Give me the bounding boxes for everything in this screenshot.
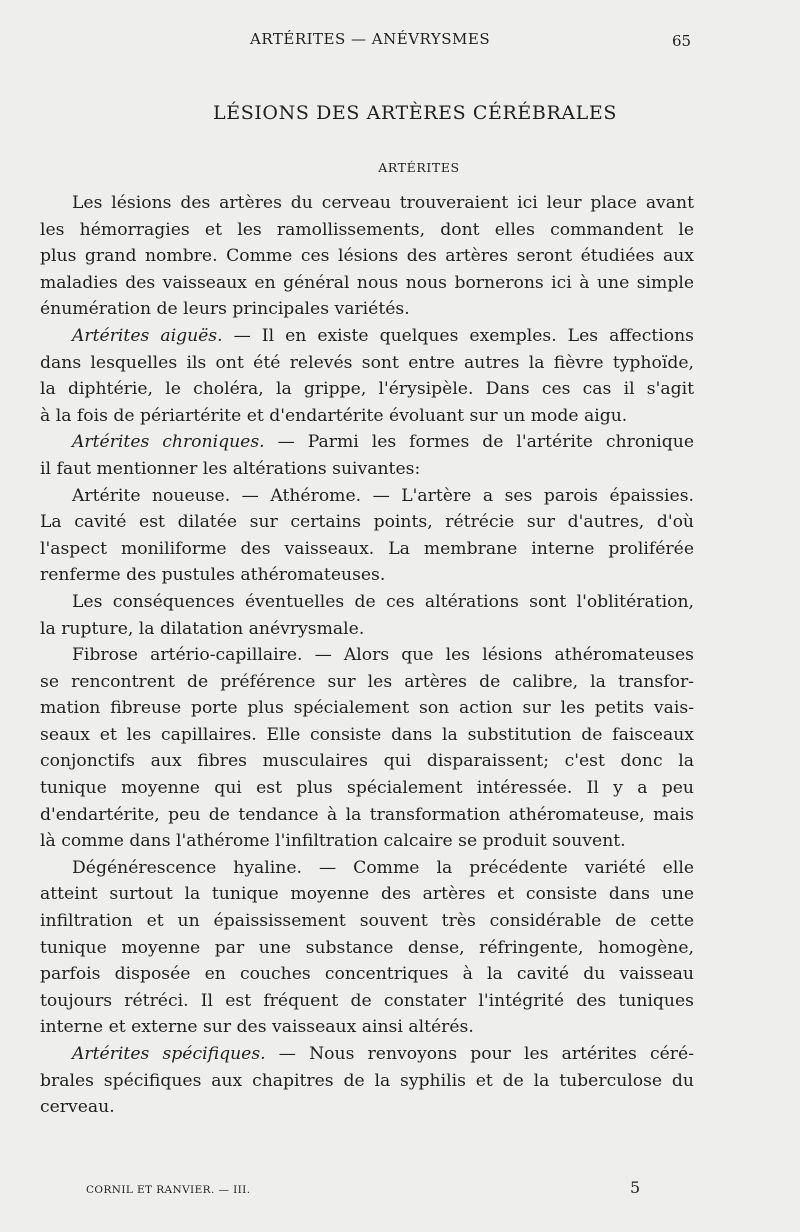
text-line bbox=[40, 217, 694, 244]
text-run: Les conséquences éventuelles de ces altérations sont l'oblitération, bbox=[72, 591, 694, 612]
text-run: — Nous renvoyons pour les artérites céré- bbox=[265, 1044, 694, 1064]
text-line bbox=[40, 855, 694, 882]
running-head bbox=[0, 30, 800, 56]
text-line bbox=[40, 642, 694, 669]
text-line bbox=[40, 775, 694, 802]
text-run: renferme des pustules athéromateuses. bbox=[40, 565, 386, 586]
italic-heading: Artérites aiguës. bbox=[72, 325, 223, 346]
text-run: parfois disposée en couches concentriques à la cavité du vaisseau bbox=[40, 964, 694, 985]
text-line bbox=[40, 509, 694, 536]
text-run: tunique moyenne qui est plus spécialement intéressée. Il y a peu bbox=[40, 778, 694, 799]
text-run: la rupture, la dilatation anévrysmale. bbox=[40, 618, 365, 639]
text-line bbox=[40, 483, 694, 510]
text-run: tunique moyenne par une substance dense, réfringente, homogène, bbox=[40, 937, 694, 958]
text-line bbox=[40, 429, 694, 456]
text-line bbox=[40, 802, 694, 829]
section-title: LÉSIONS DES ARTÈRES CÉRÉBRALES bbox=[213, 102, 617, 124]
text-line bbox=[40, 748, 694, 775]
text-line bbox=[40, 190, 694, 217]
text-run: conjonctifs aux fibres musculaires qui disparaissent; c'est donc la bbox=[40, 751, 694, 772]
text-line bbox=[40, 536, 694, 563]
text-run: — Parmi les formes de l'artérite chronique bbox=[264, 432, 694, 453]
text-line bbox=[40, 323, 694, 350]
text-line bbox=[40, 270, 694, 297]
text-run: maladies des vaisseaux en général nous nous bornerons ici à une simple bbox=[40, 272, 694, 293]
text-line bbox=[40, 1068, 694, 1095]
text-run: Fibrose artério-capillaire. — Alors que les lésions athéromateuses bbox=[72, 645, 694, 666]
text-line bbox=[40, 589, 694, 616]
text-run: il faut mentionner les altérations suivantes: bbox=[40, 458, 421, 479]
text-run: là comme dans l'athérome l'infiltration calcaire se produit souvent. bbox=[40, 831, 626, 852]
text-line bbox=[40, 695, 694, 722]
text-line bbox=[40, 350, 694, 377]
italic-heading: Artérites spécifiques. bbox=[72, 1044, 266, 1064]
text-run: cerveau. bbox=[40, 1097, 115, 1118]
text-run: les hémorragies et les ramollissements, dont elles commandent le bbox=[40, 219, 694, 240]
running-head-title: ARTÉRITES — ANÉVRYSMES bbox=[250, 30, 491, 48]
text-run: toujours rétréci. Il est fréquent de constater l'intégrité des tuniques bbox=[40, 990, 694, 1011]
text-run: atteint surtout la tunique moyenne des artères et consiste dans une bbox=[40, 884, 694, 905]
text-run: Dégénérescence hyaline. — Comme la précédente variété elle bbox=[72, 857, 694, 878]
text-line bbox=[40, 616, 694, 643]
text-run: brales spécifiques aux chapitres de la syphilis et de la tuberculose du bbox=[40, 1070, 694, 1091]
italic-heading: Artérites chroniques. bbox=[72, 432, 265, 453]
text-run: mation fibreuse porte plus spécialement son action sur les petits vais- bbox=[40, 698, 694, 719]
text-line bbox=[40, 722, 694, 749]
text-run: à la fois de périartérite et d'endartérite évoluant sur un mode aigu. bbox=[40, 405, 628, 426]
text-line bbox=[40, 403, 694, 430]
text-line bbox=[40, 296, 694, 323]
text-run: — Il en existe quelques exemples. Les affections bbox=[222, 325, 694, 346]
text-run: interne et externe sur des vaisseaux ainsi altérés. bbox=[40, 1017, 474, 1038]
text-run: Les lésions des artères du cerveau trouveraient ici leur place avant bbox=[72, 193, 694, 213]
text-run: l'aspect moniliforme des vaisseaux. La membrane interne proliférée bbox=[40, 538, 694, 559]
text-line bbox=[40, 376, 694, 403]
sheet-number: 5 bbox=[630, 1178, 641, 1197]
text-line bbox=[40, 1041, 694, 1068]
text-run: d'endartérite, peu de tendance à la transformation athéromateuse, mais bbox=[40, 804, 694, 825]
subsection-title: ARTÉRITES bbox=[378, 160, 460, 175]
printer-signature: CORNIL ET RANVIER. — III. bbox=[86, 1184, 251, 1196]
text-run: seaux et les capillaires. Elle consiste dans la substitution de faisceaux bbox=[40, 724, 694, 745]
text-line bbox=[40, 1094, 694, 1121]
text-run: se rencontrent de préférence sur les artères de calibre, la transfor- bbox=[40, 671, 694, 692]
body-text bbox=[40, 190, 694, 1121]
text-line bbox=[40, 456, 694, 483]
text-run: énumération de leurs principales variétés. bbox=[40, 299, 410, 320]
text-run: La cavité est dilatée sur certains points, rétrécie sur d'autres, d'où bbox=[40, 512, 694, 533]
text-line bbox=[40, 669, 694, 696]
text-line bbox=[40, 988, 694, 1015]
text-run: Artérite noueuse. — Athérome. — L'artère a ses parois épaissies. bbox=[72, 485, 694, 506]
text-line bbox=[40, 935, 694, 962]
text-line bbox=[40, 881, 694, 908]
text-line bbox=[40, 1014, 694, 1041]
text-line bbox=[40, 908, 694, 935]
page-number: 65 bbox=[672, 32, 692, 50]
text-line bbox=[40, 828, 694, 855]
text-run: plus grand nombre. Comme ces lésions des artères seront étudiées aux bbox=[40, 246, 694, 267]
text-run: la diphtérie, le choléra, la grippe, l'érysipèle. Dans ces cas il s'agit bbox=[40, 379, 694, 400]
text-line bbox=[40, 961, 694, 988]
text-run: dans lesquelles ils ont été relevés sont entre autres la fièvre typhoïde, bbox=[40, 352, 694, 373]
text-line bbox=[40, 243, 694, 270]
text-run: infiltration et un épaississement souvent très considérable de cette bbox=[40, 911, 694, 932]
text-line bbox=[40, 562, 694, 589]
